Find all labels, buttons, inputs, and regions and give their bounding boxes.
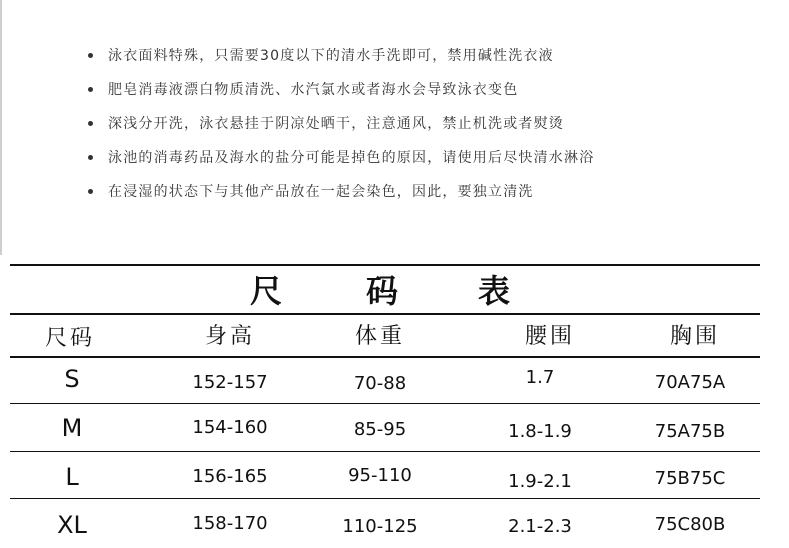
row-divider: [10, 498, 760, 499]
care-note-text: 泳池的消毒药品及海水的盐分可能是掉色的原因，请使用后尽快清水淋浴: [108, 150, 595, 166]
size-chart-title: [10, 268, 760, 314]
weight-cell: 70-88: [353, 373, 407, 394]
header-divider: [10, 356, 760, 358]
height-cell: 154-160: [192, 417, 268, 438]
title-char: 尺: [250, 272, 283, 310]
waist-cell: 1.8-1.9: [508, 421, 572, 442]
bust-cell: 70A75A: [654, 372, 726, 393]
care-note: [88, 180, 594, 214]
size-cell: XL: [57, 511, 87, 539]
header-size: 尺码: [44, 326, 95, 351]
row-divider: [10, 403, 760, 404]
header-height: 身高: [204, 324, 255, 349]
table-top-rule: [10, 264, 760, 266]
waist-cell: 1.9-2.1: [508, 471, 572, 492]
title-char: 表: [478, 272, 511, 310]
bust-cell: 75C80B: [654, 514, 726, 535]
care-note-text: 在浸湿的状态下与其他产品放在一起会染色，因此，要独立清洗: [108, 184, 534, 200]
waist-cell: 1.7: [525, 367, 555, 388]
care-instructions-list: [88, 44, 594, 214]
height-cell: 158-170: [192, 513, 268, 534]
bust-cell: 75B75C: [654, 468, 726, 489]
care-note: [88, 44, 594, 78]
size-cell: S: [64, 365, 80, 393]
size-cell: L: [65, 463, 79, 491]
size-cell: M: [61, 414, 83, 442]
header-weight: 体重: [354, 324, 405, 349]
care-note-text: 泳衣面料特殊，只需要30度以下的清水手洗即可，禁用碱性洗衣液: [108, 48, 554, 64]
title-divider: [10, 313, 760, 315]
care-note: [88, 78, 594, 112]
title-char: 码: [366, 272, 399, 310]
waist-cell: 2.1-2.3: [508, 516, 572, 537]
header-waist: 腰围: [524, 324, 575, 349]
bullet-icon: [88, 87, 93, 92]
row-divider: [10, 451, 760, 452]
bust-cell: 75A75B: [654, 421, 726, 442]
header-bust: 胸围: [669, 324, 720, 349]
care-note: [88, 112, 594, 146]
weight-cell: 95-110: [348, 465, 412, 486]
bullet-icon: [88, 53, 93, 58]
height-cell: 156-165: [192, 466, 268, 487]
weight-cell: 110-125: [342, 516, 418, 537]
weight-cell: 85-95: [353, 419, 407, 440]
height-cell: 152-157: [192, 372, 268, 393]
care-note: [88, 146, 594, 180]
bullet-icon: [88, 121, 93, 126]
care-note-text: 肥皂消毒液漂白物质清洗、水汽氯水或者海水会导致泳衣变色: [108, 82, 519, 98]
care-note-text: 深浅分开洗，泳衣悬挂于阴凉处晒干，注意通风，禁止机洗或者熨烫: [108, 116, 564, 132]
bullet-icon: [88, 155, 93, 160]
bullet-icon: [88, 189, 93, 194]
left-border-line: [0, 0, 2, 255]
